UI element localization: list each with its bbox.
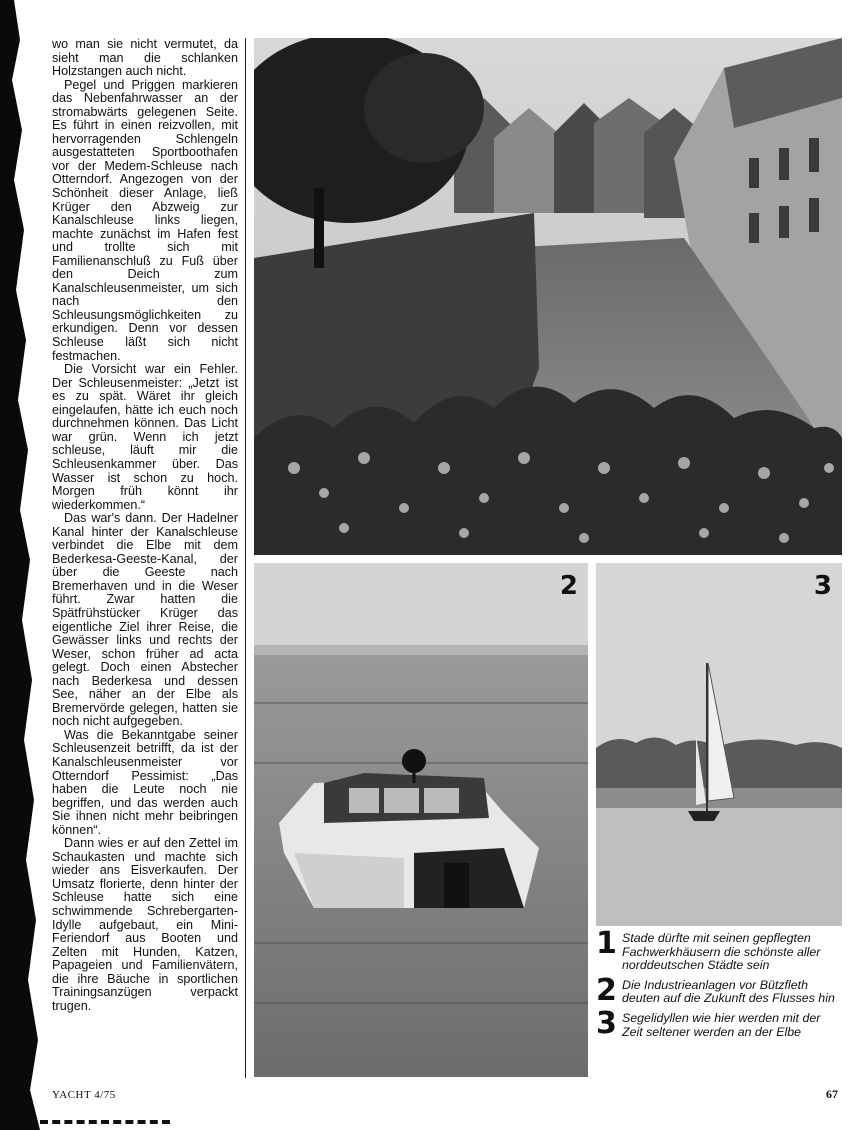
photo-stade-canal (254, 38, 842, 555)
torn-page-edge (0, 0, 46, 1130)
photo-number-3: 3 (813, 571, 832, 601)
article-paragraph: wo man sie nicht vermutet, da sieht man die schlanken Holzstangen auch nicht. (52, 37, 238, 79)
caption-number: 1 (596, 926, 617, 961)
caption-number: 3 (596, 1005, 617, 1041)
article-paragraph: Dann wies er auf den Zettel im Schaukasten und machte sich wieder ans Eisverkaufen. Der Umsatz florierte, denn hinter der Schleuse hatte sich eine schwimmende Schrebergarten-Idylle aufgebaut, ein Mini-Feriendorf aus Booten und Zelten mit Hunden, Katzen, Papageien und Familienvätern, die ihre Bäuche in sportlichen Trainingsanzügen verpackt trugen. (52, 836, 238, 1013)
bottom-edge-mark (40, 1120, 170, 1128)
caption-text: Stade dürfte mit seinen gepflegten Fachwerkhäusern die schönste aller norddeutschen Städte sein (622, 931, 821, 973)
photo-captions (596, 926, 842, 1045)
caption-number: 2 (596, 972, 617, 1008)
photo-motorboat (254, 563, 588, 1077)
article-paragraph: Das war's dann. Der Hadelner Kanal hinter der Kanalschleuse verbindet die Elbe mit dem Bederkesa-Geeste-Kanal, der über die Geeste nach Bremerhaven und in die Weser führt. Zwar hatten die Spätfrühstücker Krüger das eigentliche Ziel ihrer Reise, die Gewässer links und rechts der Weser, schon früher ad acta gelegt. Doch einen Abstecher nach Bederkesa und dessen See, näher an der Elbe als Bremervörde gelegen, hatten sie noch nicht aufgegeben. (52, 511, 238, 729)
magazine-issue: YACHT 4/75 (52, 1089, 116, 1101)
article-paragraph: Was die Bekanntgabe seiner Schleusenzeit betrifft, da ist der Kanalschleusenmeister vor Otterndorf Pessimist: „Das haben die Leute noch nie begriffen, und das werden auch Sie ihnen nicht mehr beibringen können“. (52, 727, 238, 837)
caption-2 (596, 972, 842, 1008)
article-paragraph: Pegel und Priggen markieren das Nebenfahrwasser an der stromabwärts gelegenen Seite. Es führt in einen reizvollen, mit hervorragenden Schlengeln ausgestatteten Sportboothafen vor der Medem-Schleuse nach Otterndorf. Angezogen von der Schönheit dieser Anlage, ließ Krüger den Abzweig zur Kanalschleuse links liegen, machte zunächst im Hafen fest und trollte sich mit Familienanschluß zu Fuß über den Deich zum Kanalschleusenmeister, um sich nach den Schleusungsmöglichkeiten zu erkundigen. Denn vor dessen Schleuse läßt sich nicht festmachen. (52, 77, 238, 363)
caption-text: Die Industrieanlagen vor Bützfleth deuten auf die Zukunft des Flusses hin (622, 977, 835, 1006)
article-paragraph: Die Vorsicht war ein Fehler. Der Schleusenmeister: „Jetzt ist es zu spät. Wäret ihr gleich eingelaufen, hätte ich euch noch durchnehmen können. Das Licht war grün. Wenn ich jetzt schleuse, läuft mir die Schleusenkammer über. Das Wasser ist schon zu hoch. Morgen früh könnt ihr wiederkommen.“ (52, 362, 238, 512)
page-number: 67 (826, 1087, 838, 1101)
article-text-column (52, 38, 238, 1013)
caption-1 (596, 926, 842, 973)
caption-text: Segelidyllen wie hier werden mit der Zeit seltener werden an der Elbe (622, 1010, 821, 1039)
caption-3 (596, 1005, 842, 1041)
photo-sailboat (596, 563, 842, 926)
photo-number-2: 2 (559, 571, 578, 601)
column-divider (245, 38, 246, 1078)
